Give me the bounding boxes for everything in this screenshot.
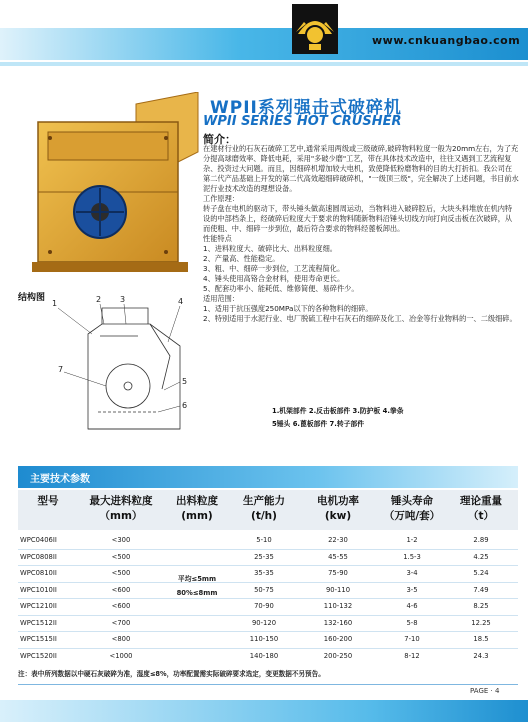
header-weight: 理论重量 （t） [460, 495, 502, 522]
spec-table [18, 490, 518, 666]
cell-model: WPC1210II [20, 602, 57, 610]
table-row [18, 565, 518, 581]
cell-life: 1.5-3 [403, 552, 421, 561]
cell-power: 110-132 [323, 602, 353, 610]
table-row [18, 648, 518, 664]
cell-weight: 5.24 [473, 569, 489, 577]
cell-feed: <300 [111, 536, 131, 544]
cell-feed: <1000 [109, 651, 133, 660]
callout-6: 6 [182, 401, 188, 410]
cell-feed: <600 [111, 585, 131, 594]
cell-power: 160-200 [323, 635, 353, 643]
intro-paragraph: 在建材行业的石灰石破碎工艺中,通常采用两级或三级破碎,破碎物料粒度一般为20mm左右，为了充分提高球磨效率、降低电耗，采用"多破少磨"工艺，带在具体技术改造中，往往又遇到工艺流程复杂、投资过大问题。而且，因细碎机增加较大电机，致使降低粉磨物料的目的大打折扣。我公司在第二代产品基础上开发的第二代高效超细碎破碎机，"一级顶三级"，完全解决了上述问题，书目前水泥行业技术改造的理想设备。 [203, 144, 519, 193]
table-row [18, 615, 518, 631]
intro-paragraph: 适用范围： [203, 294, 239, 303]
cell-life: 3-4 [406, 569, 418, 577]
section-bar [18, 466, 518, 488]
header-discharge-size: 出料粒度 (mm) [176, 495, 218, 522]
table-row [18, 582, 518, 598]
intro-body [203, 144, 519, 324]
cell-model: WPC1010II [20, 585, 57, 594]
callout-5: 5 [182, 377, 188, 386]
header-motor-power: 电机功率 (kw) [317, 495, 359, 522]
intro-heading: 简介： [203, 133, 236, 146]
cell-life: 3-5 [406, 585, 418, 594]
table-footnote: 注：表中所列数据以中硬石灰破碎为准，湿度≤8%，功率配置需实际破碎要求选定，变更数据不另预告。 [18, 670, 325, 678]
product-title-en: WPII SERIES HOT CRUSHER [203, 114, 402, 129]
cell-weight: 12.25 [471, 618, 491, 627]
intro-paragraph: 性能特点 [203, 234, 232, 243]
company-logo [292, 4, 338, 54]
cell-life: 8-12 [404, 651, 420, 660]
cell-power: 22-30 [328, 536, 348, 544]
callout-7: 7 [58, 365, 64, 374]
cell-weight: 7.49 [473, 585, 489, 594]
cell-weight: 8.25 [473, 602, 489, 610]
cell-capacity: 140-180 [249, 651, 279, 660]
legend-line: 1.机架部件 2.反击板部件 3.防护板 4.拳条 [272, 407, 404, 415]
page-number: PAGE · 4 [470, 687, 500, 695]
cell-model: WPC1512II [20, 618, 57, 627]
table-row [18, 532, 518, 548]
header-hammer-life: 锤头寿命 （万吨/套） [383, 495, 441, 522]
cell-capacity: 35-35 [254, 569, 274, 577]
table-row [18, 549, 518, 565]
callout-1: 1 [52, 299, 58, 308]
cell-weight: 24.3 [473, 651, 489, 660]
table-row [18, 598, 518, 614]
cell-power: 132-160 [323, 618, 353, 627]
callout-4: 4 [178, 297, 184, 306]
cell-power: 75-90 [328, 569, 348, 577]
discharge-size-note [166, 572, 228, 600]
table-row [18, 631, 518, 647]
cell-capacity: 70-90 [254, 602, 274, 610]
cell-life: 1-2 [406, 536, 418, 544]
discharge-note-2: 80%≤8mm [176, 589, 218, 597]
footer-band [0, 700, 528, 722]
cell-power: 90-110 [325, 585, 351, 594]
intro-paragraph: 转子盘在电机的驱动下，带头锤头做高速圆周运动，当物料进入破碎腔后，大块头料堆放在机内特设的中部档条上，经破碎后粒度大于要求的物料随新物料沿锤头切线方向打向反击板在次破碎，从而使粗、中、细碎一步到位，最后符合要求的物料经蓖板卸出。 [203, 204, 513, 233]
website-url[interactable]: www.cnkuangbao.com [372, 34, 521, 47]
cell-life: 4-6 [406, 602, 418, 610]
cell-weight: 4.25 [473, 552, 489, 561]
structure-legend [272, 405, 512, 431]
callout-2: 2 [96, 295, 102, 304]
cell-power: 45-55 [328, 552, 348, 561]
structure-diagram [40, 294, 200, 444]
cell-model: WPC0406II [20, 536, 57, 544]
cell-feed: <500 [111, 552, 131, 561]
cell-power: 200-250 [323, 651, 353, 660]
cell-model: WPC0808II [20, 552, 57, 561]
cell-capacity: 90-120 [251, 618, 277, 627]
legend-line: 5锤头 6.蓖板部件 7.转子部件 [272, 420, 365, 428]
header-stripe-thin [0, 62, 528, 66]
cell-weight: 18.5 [473, 635, 489, 643]
intro-paragraph: 4、锤头使用高铬合金材料，使用寿命更长。 [203, 274, 345, 283]
cell-model: WPC1520II [20, 651, 57, 660]
cell-feed: <600 [111, 602, 131, 610]
header-feed-size: 最大进料粒度 （mm） [89, 495, 153, 522]
intro-paragraph: 工作原理： [203, 194, 239, 203]
callout-3: 3 [120, 295, 126, 304]
cell-feed: <700 [111, 618, 131, 627]
cell-capacity: 110-150 [249, 635, 279, 643]
intro-paragraph: 1、适用于抗压强度250MPa以下的各种物料的细碎。 [203, 304, 373, 313]
intro-paragraph: 1、进料粒度大、破碎比大、出料粒度细。 [203, 244, 337, 253]
cell-life: 5-8 [406, 618, 418, 627]
intro-paragraph: 5、配套功率小、能耗低、维修简便、易碎件少。 [203, 284, 359, 293]
intro-paragraph: 3、粗、中、细碎一步到位，工艺流程简化。 [203, 264, 345, 273]
cell-feed: <800 [111, 635, 131, 643]
product-title-cn: WPII系列强击式破碎机 [210, 98, 402, 118]
cell-model: WPC1515II [20, 635, 57, 643]
cell-life: 7-10 [404, 635, 420, 643]
section-title: 主要技术参数 [30, 474, 90, 485]
footer-divider [18, 684, 518, 685]
crusher-machine-image [28, 92, 204, 282]
cell-capacity: 5-10 [256, 536, 272, 544]
cell-capacity: 50-75 [254, 585, 274, 594]
cell-capacity: 25-35 [254, 552, 274, 561]
cell-feed: <500 [111, 569, 131, 577]
header-capacity: 生产能力 (t/h) [243, 495, 285, 522]
discharge-note-1: 平均≤5mm [177, 575, 217, 583]
header-model: 型号 [37, 495, 59, 507]
cell-weight: 2.89 [473, 536, 489, 544]
intro-paragraph: 2、特别适用于水泥行业、电厂脱硫工程中石灰石的细碎及化工、冶金等行业物料的一、二级细碎。 [203, 314, 517, 323]
structure-label: 结构图 [18, 293, 46, 303]
intro-paragraph: 2、产量高、性能稳定。 [203, 254, 280, 263]
cell-model: WPC0810II [20, 569, 57, 577]
